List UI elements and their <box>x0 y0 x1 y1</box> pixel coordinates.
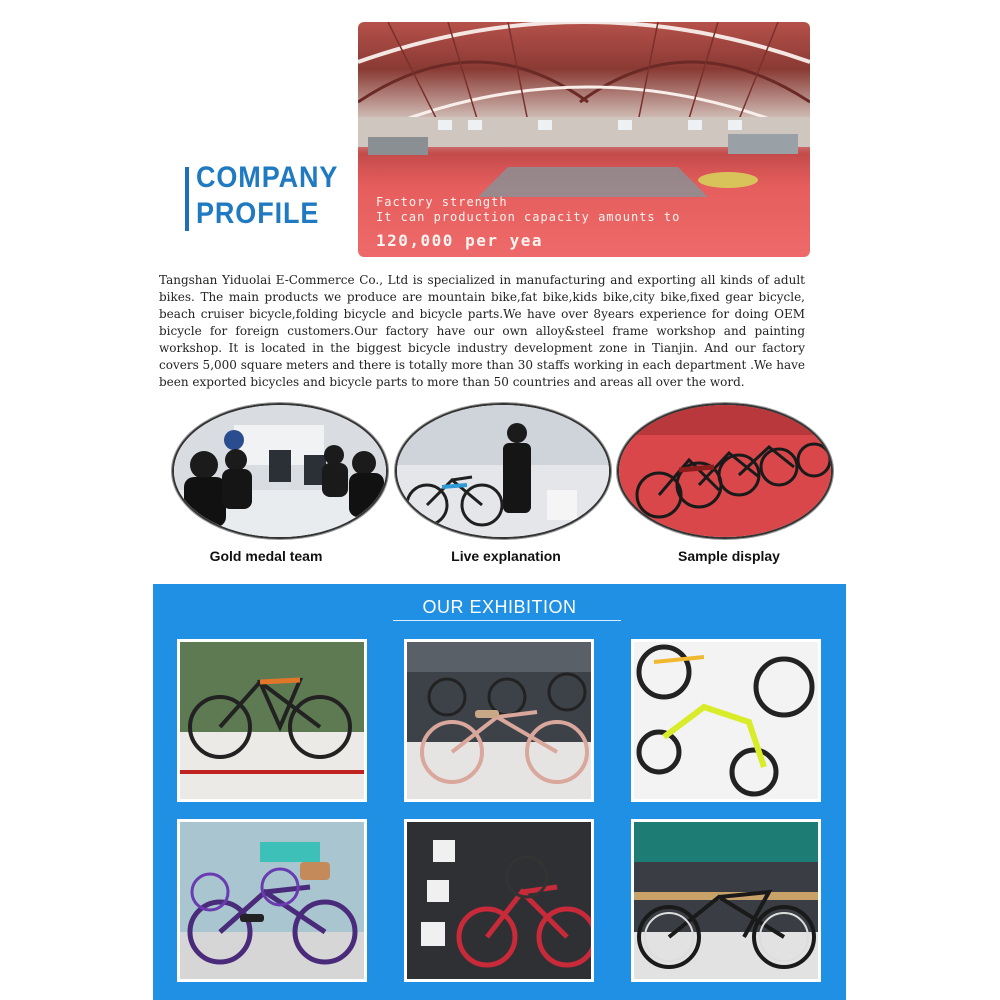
exhibition-section <box>153 584 846 1000</box>
exhibition-photo-4 <box>177 819 367 982</box>
sample-bikes-photo <box>617 403 833 539</box>
exhibition-title: OUR EXHIBITION <box>422 597 577 617</box>
factory-photo <box>358 22 810 257</box>
title-line-company: COMPANY <box>196 161 339 194</box>
factory-caption-line2: It can production capacity amounts to <box>376 210 681 224</box>
presenter-photo <box>395 403 611 539</box>
exhibition-photo-1 <box>177 639 367 802</box>
profile-accent-bar <box>185 167 189 231</box>
exhibition-photo-5 <box>404 819 594 982</box>
factory-capacity: 120,000 per yea <box>376 231 543 250</box>
factory-caption <box>376 195 680 250</box>
factory-caption-line1: Factory strength <box>376 195 508 209</box>
exhibition-title-underline <box>393 620 621 621</box>
page-title <box>196 160 338 232</box>
exhibition-photo-2 <box>404 639 594 802</box>
exhibition-photo-3 <box>631 639 821 802</box>
highlight-label-live: Live explanation <box>451 548 561 564</box>
exhibition-photo-6 <box>631 819 821 982</box>
title-line-profile: PROFILE <box>196 197 320 230</box>
highlight-label-team: Gold medal team <box>209 548 323 564</box>
highlight-label-sample: Sample display <box>678 548 780 564</box>
company-description: Tangshan Yiduolai E-Commerce Co., Ltd is specialized in manufacturing and exporting all kinds of adult bikes. The main products we produce are mountain bike,fat bike,kids bike,city bike,fixed gear bicycle, beach cruiser bicycle,folding bicycle and bicycle parts.We have over 8years experience for doing OEM bicycle for foreign customers.Our factory have our own alloy&steel frame workshop and painting workshop. It is located in the biggest bicycle industry development zone in Tianjin. And our factory covers 5,000 square meters and there is totally more than 30 staffs working in each department .We have been exported bicycles and bicycle parts to more than 50 countries and areas all over the word. <box>159 273 805 389</box>
team-photo <box>172 403 388 539</box>
